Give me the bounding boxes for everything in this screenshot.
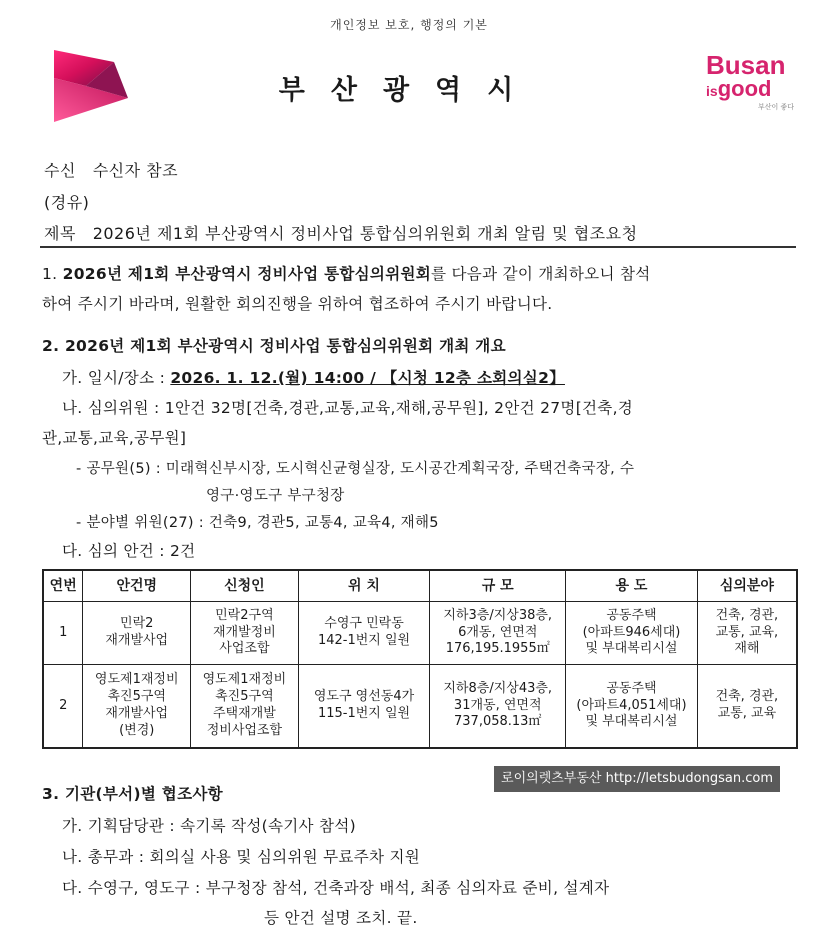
- recipient-label: 수신: [44, 161, 76, 180]
- cell-line: (변경): [119, 722, 155, 738]
- section2-a-value: 2026. 1. 12.(월) 14:00 / 【시청 12층 소회의실2】: [170, 369, 565, 387]
- cell-fields: [697, 602, 797, 665]
- cell-line: 교통, 교육,: [715, 624, 779, 640]
- header-fields: 심의분야: [697, 570, 797, 602]
- cell-line: 촉진5구역: [215, 689, 274, 705]
- recipient-row: [44, 158, 178, 181]
- section2-b-line2: 관,교통,교육,공무원]: [42, 429, 187, 447]
- cell-applicant: [191, 602, 299, 665]
- cell-use: [566, 665, 698, 749]
- recipient-value: 수신자 참조: [92, 161, 179, 180]
- cell-line: 건축, 경관,: [715, 607, 779, 623]
- section2-b-line1: 나. 심의위원 : 1안건 32명[건축,경관,교통,교육,재해,공무원], 2안건 27명[건축,경: [62, 399, 634, 417]
- cell-scale: [430, 602, 566, 665]
- busan-is-good-logo: [706, 52, 794, 112]
- cell-name: [83, 665, 191, 749]
- watermark-banner: 로이의렛츠부동산 http://letsbudongsan.com: [494, 766, 780, 792]
- header-location: 위 치: [298, 570, 430, 602]
- header-divider: [40, 246, 796, 248]
- section3-a: 가. 기획담당관 : 속기록 작성(속기사 참석): [62, 817, 356, 835]
- header-scale: 규 모: [430, 570, 566, 602]
- cell-line: 영도구 영선동4가: [313, 689, 415, 705]
- cell-line: 지하8층/지상43층,: [443, 680, 553, 696]
- cell-line: 6개동, 연면적: [458, 624, 538, 640]
- section1-line2: 하여 주시기 바라며, 원활한 회의진행을 위하여 협조하여 주시기 바랍니다.: [42, 295, 553, 313]
- header-applicant: 신청인: [191, 570, 299, 602]
- cell-line: 재개발사업: [105, 706, 169, 721]
- subject-label: 제목: [44, 224, 76, 243]
- header-use: 용 도: [566, 570, 698, 602]
- section1-rest: 를 다음과 같이 개최하오니 참석: [431, 265, 651, 283]
- cell-fields: [697, 665, 797, 749]
- cell-line: 사업조합: [219, 641, 270, 657]
- cell-line: 공동주택: [606, 680, 657, 696]
- cell-line: 115-1번지 일원: [317, 706, 411, 721]
- cell-line: 영도제1재정비: [94, 672, 179, 688]
- cell-no: 1: [43, 602, 83, 665]
- table-row: [43, 665, 797, 749]
- organization-title: 부산광역시: [278, 75, 540, 106]
- cell-line: 재개발정비: [212, 624, 276, 640]
- section2-c: 다. 심의 안건 : 2건: [62, 542, 196, 560]
- section3-b: 나. 총무과 : 회의실 사용 및 심의위원 무료주차 지원: [62, 848, 421, 866]
- cell-line: 176,195.1955㎡: [445, 641, 550, 657]
- cell-line: 공동주택: [606, 607, 657, 623]
- cell-line: 영도제1재정비: [202, 672, 287, 688]
- brand-tagline: 부산이 좋다: [757, 103, 794, 111]
- cell-line: 142-1번지 일원: [317, 633, 411, 648]
- table-row: [43, 602, 797, 665]
- section2-b-sub1-line1: - 공무원(5) : 미래혁신부시장, 도시혁신균형실장, 도시공간계획국장, 주택건축국장, 수: [76, 461, 635, 477]
- cell-line: 촉진5구역: [107, 689, 166, 705]
- cell-line: (아파트4,051세대): [576, 697, 687, 713]
- cell-line: 수영구 민락동: [324, 616, 404, 632]
- section3-c-line2: 등 안건 설명 조치. 끝.: [264, 909, 418, 927]
- cell-line: 지하3층/지상38층,: [443, 607, 553, 623]
- section1-line1: [42, 262, 651, 284]
- brand-line1: Busan: [706, 50, 786, 80]
- section3-title: 3. 기관(부서)별 협조사항: [42, 785, 223, 803]
- section2-b-sub1-line2: 영구·영도구 부구청장: [206, 488, 345, 504]
- subject-row: [44, 221, 638, 244]
- cell-line: 재해: [734, 641, 760, 657]
- cell-line: 및 부대복리시설: [585, 641, 678, 657]
- cell-line: (아파트946세대): [582, 624, 681, 640]
- cell-use: [566, 602, 698, 665]
- subject-value: 2026년 제1회 부산광역시 정비사업 통합심의위원회 개최 알림 및 협조요청: [92, 224, 638, 243]
- cell-location: [298, 602, 430, 665]
- section2-a-label: 가. 일시/장소 :: [62, 369, 166, 387]
- cell-name: [83, 602, 191, 665]
- via-row: (경유): [44, 193, 90, 212]
- section3-c-line1: 다. 수영구, 영도구 : 부구청장 참석, 건축과장 배석, 최종 심의자료 준비, 설계자: [62, 879, 610, 897]
- brand-is: is: [706, 83, 718, 99]
- cell-line: 민락2: [120, 616, 154, 632]
- section1-bold: 2026년 제1회 부산광역시 정비사업 통합심의위원회: [62, 265, 432, 283]
- slogan: 개인정보 보호, 행정의 기본: [330, 18, 488, 32]
- cell-line: 주택재개발: [212, 706, 276, 721]
- cell-line: 31개동, 연면적: [453, 697, 542, 713]
- section1-num: 1.: [42, 265, 58, 283]
- section2-title: 2. 2026년 제1회 부산광역시 정비사업 통합심의위원회 개최 개요: [42, 337, 506, 355]
- section2-a: [62, 366, 565, 388]
- agenda-table: [42, 569, 798, 749]
- header-no: 연번: [43, 570, 83, 602]
- cell-no: 2: [43, 665, 83, 749]
- brand-line2: [706, 78, 794, 100]
- cell-line: 민락2구역: [215, 607, 274, 623]
- table-header-row: [43, 570, 797, 602]
- cell-line: 재개발사업: [105, 633, 169, 648]
- cell-applicant: [191, 665, 299, 749]
- cell-line: 및 부대복리시설: [585, 714, 678, 730]
- cell-line: 교통, 교육: [717, 706, 777, 721]
- brand-good: good: [717, 76, 772, 101]
- header-name: 안건명: [83, 570, 191, 602]
- cell-line: 737,058.13㎡: [454, 714, 542, 730]
- cell-line: 건축, 경관,: [715, 689, 779, 705]
- section2-b-sub2: - 분야별 위원(27) : 건축9, 경관5, 교통4, 교육4, 재해5: [76, 515, 439, 531]
- cell-scale: [430, 665, 566, 749]
- cell-location: [298, 665, 430, 749]
- cell-line: 정비사업조합: [206, 722, 283, 738]
